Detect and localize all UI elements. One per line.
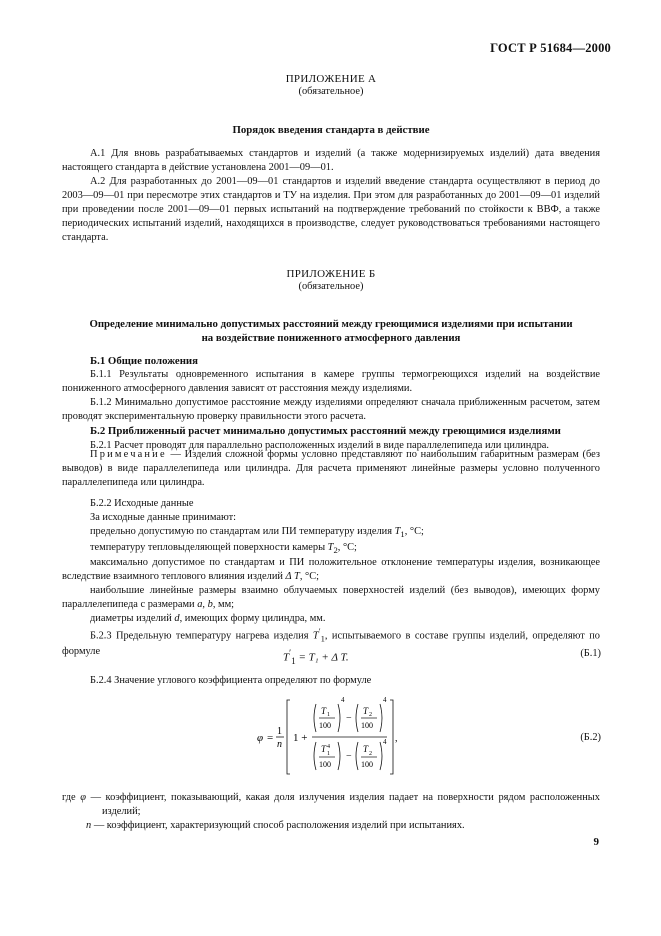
note-text: — Изделия сложной формы условно представляют по наибольшим габаритным размерам (без выводов) в виде параллелепипеда или цилиндра. Для расчета применяют линейные размеры условно полученного параллелепипеда или цилиндра. [62, 449, 600, 488]
svg-text:1 +: 1 + [293, 732, 308, 744]
appendix-b-title: ПРИЛОЖЕНИЕ Б [286, 268, 376, 280]
svg-text:4: 4 [341, 696, 345, 704]
paragraph-a2: А.2 Для разработанных до 2001—09—01 стандартов и изделий введение стандарта осуществляют в период до 2003—09—01 при пересмотре этих стандартов и ТУ на изделия. При этом для разработанных до 2001—09—01 изделий при проведении после 2001—09—01 первых испытаний на подтверждение требований по стойкости к ВВФ, а также периодических испытаний изделий, находящихся в производстве, следует руководствоваться требованиями настоящего стандарта. [62, 175, 600, 243]
section-b1-title: Б.1 Общие положения [90, 355, 198, 367]
standard-header: ГОСТ Р 51684—2000 [490, 41, 611, 55]
appendix-b-subtitle: (обязательное) [298, 281, 364, 292]
appendix-b-heading-line1: Определение минимально допустимых расстояний между греющимися изделиями при испытании [89, 318, 573, 330]
svg-text:=: = [267, 732, 274, 744]
svg-text:−: − [346, 751, 352, 762]
svg-text:100: 100 [319, 721, 331, 730]
svg-text:T: T [321, 744, 327, 754]
appendix-a-body [62, 147, 600, 245]
section-b2-title: Б.2 Приближенный расчет минимально допустимых расстояний между греющимися изделиями [90, 425, 561, 438]
page-number: 9 [593, 836, 599, 848]
svg-text:100: 100 [361, 760, 373, 769]
paragraph-b2-4-block [62, 674, 600, 688]
where-phi: где φ — коэффициент, показывающий, какая доля излучения изделия падает на поверхности рядом расположенных изделий; [62, 792, 600, 817]
paragraph-b2-3: Б.2.3 Предельную температуру нагрева изделия $T'_1$, испытываемого в составе группы изделий, определяют по формуле [62, 625, 600, 658]
equation-b1-label: (Б.1) [580, 648, 601, 659]
svg-text:4: 4 [327, 744, 330, 750]
equation-b1: $T'_1 = T_1 + \Delta$ T. [283, 648, 349, 666]
initial-data-item-t1: предельно допустимую по стандартам или ПИ температуру изделия $T_1$, °C; [90, 525, 424, 539]
svg-text:T: T [363, 744, 369, 754]
svg-text:,: , [395, 733, 398, 744]
equation-b2-drawing [257, 690, 397, 782]
svg-text:4: 4 [383, 696, 387, 704]
svg-text:1: 1 [277, 726, 282, 737]
appendix-a-title: ПРИЛОЖЕНИЕ А [285, 73, 377, 85]
phi-symbol: φ [257, 732, 264, 744]
initial-data-item-t2: температуру тепловыделяющей поверхности камеры $T_2$, °C; [90, 541, 357, 555]
equation-b2 [257, 690, 397, 782]
paragraph-b2-4: Б.2.4 Значение углового коэффициента определяют по формуле [90, 675, 372, 686]
paragraph-b2-1: Б.2.1 Расчет проводят для параллельно расположенных изделий в виде параллелепипеда или цилиндра. [90, 439, 549, 451]
svg-text:n: n [277, 739, 282, 750]
svg-text:−: − [346, 713, 352, 724]
equation-b2-label: (Б.2) [580, 732, 601, 743]
note-paragraph [62, 448, 600, 490]
note-block [62, 448, 600, 490]
svg-text:1: 1 [327, 751, 330, 757]
svg-text:T: T [363, 706, 369, 716]
svg-text:100: 100 [361, 721, 373, 730]
svg-text:100: 100 [319, 760, 331, 769]
note-label: Примечание [90, 449, 167, 460]
appendix-a-heading: Порядок введения стандарта в действие [232, 124, 430, 136]
initial-data-item-d: диаметры изделий d, имеющих форму цилиндра, мм. [90, 613, 326, 624]
where-block [62, 791, 600, 833]
svg-text:T: T [321, 706, 327, 716]
svg-text:1: 1 [327, 712, 330, 718]
initial-data-item-dt: максимально допустимое по стандартам и ПИ положительное отклонение температуры изделия, возникающее вследствие взаимного теплового влияния изделий Δ T, °C; [62, 557, 600, 583]
svg-text:4: 4 [383, 738, 387, 746]
where-n: n — коэффициент, характеризующий способ расположения изделий при испытаниях. [86, 819, 465, 831]
paragraph-b1-1: Б.1.1 Результаты одновременного испытания в камере группы термогреющихся изделий на воздействие пониженного атмосферного давления зависят от расстояния между изделиями. [62, 369, 600, 395]
svg-text:2: 2 [369, 712, 372, 718]
paragraph-a1: А.1 Для вновь разрабатываемых стандартов и изделий (а также модернизируемых изделий) дата введения настоящего стандарта в действие установлена 2001—09—01. [62, 148, 600, 173]
initial-data-title: Б.2.2 Исходные данные [90, 498, 194, 509]
appendix-b-section-1 [62, 354, 600, 453]
paragraph-b1-2: Б.1.2 Минимально допустимое расстояние между изделиями определяют сначала приближенным расчетом, затем проводят экспериментальную проверку правильности этого расчета. [62, 397, 600, 423]
initial-data-item-ab: наибольшие линейные размеры взаимно облучаемых поверхностей изделий (без выводов), имеющих форму параллелепипеда с размерами a, b, мм; [62, 585, 600, 611]
appendix-a-subtitle: (обязательное) [298, 86, 364, 97]
initial-data-intro: За исходные данные принимают: [90, 511, 237, 523]
appendix-b-heading-line2: на воздействие пониженного атмосферного давления [201, 332, 461, 344]
svg-text:2: 2 [369, 751, 372, 757]
initial-data-block [62, 497, 600, 659]
